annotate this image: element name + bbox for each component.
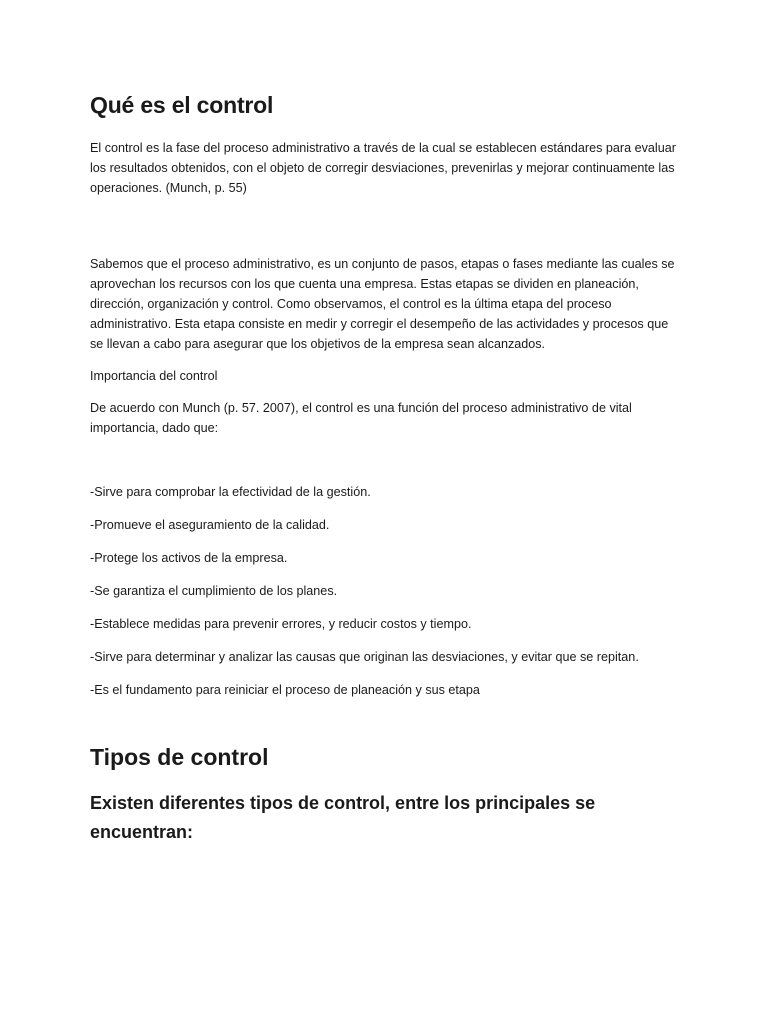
list-item: -Es el fundamento para reiniciar el proceso de planeación y sus etapa xyxy=(90,682,480,697)
importance-heading: Importancia del control xyxy=(90,368,218,383)
list-item: -Se garantiza el cumplimiento de los planes. xyxy=(90,583,338,598)
list-item: -Establece medidas para prevenir errores, y reducir costos y tiempo. xyxy=(90,616,472,631)
spacer xyxy=(90,450,678,482)
list-item: -Sirve para comprobar la efectividad de la gestión. xyxy=(90,484,371,499)
list-item: -Protege los activos de la empresa. xyxy=(90,550,288,565)
importance-intro: De acuerdo con Munch (p. 57. 2007), el control es una función del proceso administrativo de vital importancia, dado que: xyxy=(90,400,632,435)
context-paragraph: Sabemos que el proceso administrativo, es un conjunto de pasos, etapas o fases mediante las cuales se aprovechan los recursos con los que cuenta una empresa. Estas etapas se dividen en planeación, dirección, organización y control. Como observamos, el control es la última etapa del proceso administrativo. Esta etapa consiste en medir y corregir el desempeño de las actividades y procesos que se llevan a cabo para asegurar que los objetivos de la empresa sean alcanzados. xyxy=(90,256,675,351)
list-item: -Promueve el aseguramiento de la calidad. xyxy=(90,517,330,532)
page-title: Qué es el control xyxy=(90,92,274,118)
spacer xyxy=(90,210,678,254)
section-title-tipos: Tipos de control xyxy=(90,743,269,770)
definition-paragraph: El control es la fase del proceso administrativo a través de la cual se establecen estándares para evaluar los resultados obtenidos, con el objeto de corregir desviaciones, prevenirlas y mejorar continuamente las operaciones. (Munch, p. 55) xyxy=(90,140,676,195)
importance-list xyxy=(90,482,678,700)
list-item: -Sirve para determinar y analizar las causas que originan las desviaciones, y evitar que se repitan. xyxy=(90,649,639,664)
section-subtitle: Existen diferentes tipos de control, entre los principales se encuentran: xyxy=(90,793,596,843)
